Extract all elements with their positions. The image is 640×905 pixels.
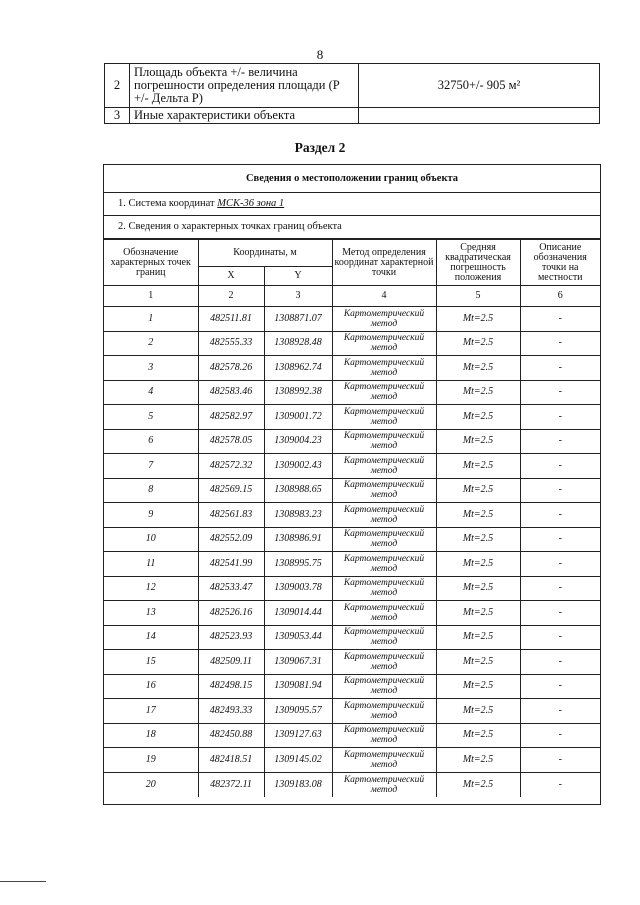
error-cell: Mt=2.5	[436, 650, 520, 675]
point-number: 18	[104, 723, 198, 748]
y-coordinate: 1308962.74	[264, 356, 332, 381]
table-row	[104, 429, 600, 454]
x-coordinate: 482561.83	[198, 503, 264, 528]
x-coordinate: 482533.47	[198, 576, 264, 601]
table-row	[104, 527, 600, 552]
description-cell: -	[520, 527, 600, 552]
table-row	[104, 674, 600, 699]
table-row	[104, 772, 600, 797]
row-number: 3	[105, 108, 130, 124]
y-coordinate: 1309081.94	[264, 674, 332, 699]
error-cell: Mt=2.5	[436, 723, 520, 748]
y-coordinate: 1308995.75	[264, 552, 332, 577]
y-coordinate: 1308871.07	[264, 307, 332, 332]
error-cell: Mt=2.5	[436, 674, 520, 699]
row-number: 2	[105, 64, 130, 108]
method-cell: Картометрический метод	[332, 429, 436, 454]
x-coordinate: 482498.15	[198, 674, 264, 699]
error-header: Средняя квадратическая погрешность положения	[436, 240, 520, 286]
method-cell: Картометрический метод	[332, 723, 436, 748]
x-coordinate: 482578.26	[198, 356, 264, 381]
description-header: Описание обозначения точки на местности	[520, 240, 600, 286]
point-number: 20	[104, 772, 198, 797]
x-coordinate: 482578.05	[198, 429, 264, 454]
y-coordinate: 1308986.91	[264, 527, 332, 552]
characteristic-value: 32750+/- 905 м²	[359, 64, 600, 108]
point-number: 7	[104, 454, 198, 479]
point-number: 1	[104, 307, 198, 332]
error-cell: Mt=2.5	[436, 503, 520, 528]
method-cell: Картометрический метод	[332, 331, 436, 356]
error-cell: Mt=2.5	[436, 625, 520, 650]
error-cell: Mt=2.5	[436, 454, 520, 479]
description-cell: -	[520, 380, 600, 405]
error-cell: Mt=2.5	[436, 429, 520, 454]
column-number-row	[104, 286, 600, 307]
y-coordinate: 1308928.48	[264, 331, 332, 356]
x-coordinate: 482450.88	[198, 723, 264, 748]
method-cell: Картометрический метод	[332, 478, 436, 503]
description-cell: -	[520, 699, 600, 724]
point-number: 14	[104, 625, 198, 650]
method-cell: Картометрический метод	[332, 601, 436, 626]
column-number: 2	[198, 286, 264, 307]
y-coordinate: 1309127.63	[264, 723, 332, 748]
point-number: 11	[104, 552, 198, 577]
table-row	[104, 723, 600, 748]
x-coordinate: 482493.33	[198, 699, 264, 724]
table-row	[104, 380, 600, 405]
method-cell: Картометрический метод	[332, 454, 436, 479]
y-coordinate: 1308992.38	[264, 380, 332, 405]
y-coordinate: 1308988.65	[264, 478, 332, 503]
error-cell: Mt=2.5	[436, 527, 520, 552]
description-cell: -	[520, 772, 600, 797]
y-coordinate: 1309067.31	[264, 650, 332, 675]
table-row	[105, 108, 600, 124]
y-coordinate: 1309003.78	[264, 576, 332, 601]
y-coordinate: 1309014.44	[264, 601, 332, 626]
coordinates-header: Координаты, м	[198, 240, 332, 267]
table-row	[104, 356, 600, 381]
point-number: 8	[104, 478, 198, 503]
description-cell: -	[520, 478, 600, 503]
description-cell: -	[520, 576, 600, 601]
method-header: Метод определения координат характерной точки	[332, 240, 436, 286]
method-cell: Картометрический метод	[332, 576, 436, 601]
point-number: 6	[104, 429, 198, 454]
x-coordinate: 482418.51	[198, 748, 264, 773]
method-cell: Картометрический метод	[332, 527, 436, 552]
point-number: 16	[104, 674, 198, 699]
x-coordinate: 482582.97	[198, 405, 264, 430]
y-coordinate: 1309002.43	[264, 454, 332, 479]
designation-header: Обозначение характерных точек границ	[104, 240, 198, 286]
error-cell: Mt=2.5	[436, 601, 520, 626]
method-cell: Картометрический метод	[332, 356, 436, 381]
y-coordinate: 1309095.57	[264, 699, 332, 724]
coordinate-system-value: МСК-36 зона 1	[217, 198, 285, 209]
point-number: 2	[104, 331, 198, 356]
error-cell: Mt=2.5	[436, 356, 520, 381]
method-cell: Картометрический метод	[332, 748, 436, 773]
error-cell: Mt=2.5	[436, 552, 520, 577]
method-cell: Картометрический метод	[332, 380, 436, 405]
y-coordinate: 1309001.72	[264, 405, 332, 430]
description-cell: -	[520, 674, 600, 699]
x-coordinate: 482583.46	[198, 380, 264, 405]
x-coordinate: 482572.32	[198, 454, 264, 479]
description-cell: -	[520, 625, 600, 650]
point-number: 17	[104, 699, 198, 724]
point-number: 3	[104, 356, 198, 381]
point-number: 10	[104, 527, 198, 552]
x-coordinate: 482372.11	[198, 772, 264, 797]
boundary-info-frame	[103, 164, 601, 805]
description-cell: -	[520, 307, 600, 332]
point-number: 4	[104, 380, 198, 405]
description-cell: -	[520, 356, 600, 381]
coordinate-system-label: 1. Система координат	[118, 198, 215, 209]
characteristic-label: Площадь объекта +/- величина погрешности определения площади (Р +/- Дельта Р)	[130, 64, 359, 108]
method-cell: Картометрический метод	[332, 552, 436, 577]
table-row	[104, 307, 600, 332]
y-coordinate: 1309145.02	[264, 748, 332, 773]
characteristic-value	[359, 108, 600, 124]
point-number: 5	[104, 405, 198, 430]
x-coordinate: 482526.16	[198, 601, 264, 626]
x-coordinate: 482541.99	[198, 552, 264, 577]
table-row	[104, 625, 600, 650]
point-number: 15	[104, 650, 198, 675]
characteristic-label: Иные характеристики объекта	[130, 108, 359, 124]
error-cell: Mt=2.5	[436, 772, 520, 797]
table-row	[105, 64, 600, 108]
column-number: 5	[436, 286, 520, 307]
table-row	[104, 552, 600, 577]
table-row	[104, 503, 600, 528]
table-row	[104, 405, 600, 430]
table-row	[104, 331, 600, 356]
point-number: 12	[104, 576, 198, 601]
description-cell: -	[520, 748, 600, 773]
column-number: 1	[104, 286, 198, 307]
error-cell: Mt=2.5	[436, 380, 520, 405]
error-cell: Mt=2.5	[436, 748, 520, 773]
column-number: 4	[332, 286, 436, 307]
x-coordinate: 482555.33	[198, 331, 264, 356]
method-cell: Картометрический метод	[332, 772, 436, 797]
description-cell: -	[520, 405, 600, 430]
method-cell: Картометрический метод	[332, 503, 436, 528]
method-cell: Картометрический метод	[332, 650, 436, 675]
y-coordinate: 1309004.23	[264, 429, 332, 454]
frame-title: Сведения о местоположении границ объекта	[104, 165, 600, 193]
error-cell: Mt=2.5	[436, 576, 520, 601]
point-number: 19	[104, 748, 198, 773]
column-number: 6	[520, 286, 600, 307]
error-cell: Mt=2.5	[436, 478, 520, 503]
x-coordinate: 482509.11	[198, 650, 264, 675]
table-row	[104, 650, 600, 675]
column-number: 3	[264, 286, 332, 307]
method-cell: Картометрический метод	[332, 625, 436, 650]
page-number: 8	[316, 47, 324, 62]
table-row	[104, 699, 600, 724]
method-cell: Картометрический метод	[332, 307, 436, 332]
method-cell: Картометрический метод	[332, 699, 436, 724]
x-coordinate: 482552.09	[198, 527, 264, 552]
description-cell: -	[520, 552, 600, 577]
description-cell: -	[520, 650, 600, 675]
table-row	[104, 478, 600, 503]
point-number: 9	[104, 503, 198, 528]
point-number: 13	[104, 601, 198, 626]
method-cell: Картометрический метод	[332, 405, 436, 430]
table-row	[104, 454, 600, 479]
object-characteristics-table	[104, 63, 600, 124]
x-header: X	[198, 267, 264, 286]
boundary-points-table	[104, 239, 600, 797]
description-cell: -	[520, 331, 600, 356]
description-cell: -	[520, 503, 600, 528]
x-coordinate: 482511.81	[198, 307, 264, 332]
description-cell: -	[520, 429, 600, 454]
method-cell: Картометрический метод	[332, 674, 436, 699]
y-coordinate: 1308983.23	[264, 503, 332, 528]
header-row	[104, 240, 600, 267]
description-cell: -	[520, 601, 600, 626]
coordinate-system-line	[104, 193, 600, 216]
error-cell: Mt=2.5	[436, 307, 520, 332]
points-section-label: 2. Сведения о характерных точках границ объекта	[104, 216, 600, 239]
x-coordinate: 482569.15	[198, 478, 264, 503]
y-header: Y	[264, 267, 332, 286]
table-row	[104, 601, 600, 626]
y-coordinate: 1309183.08	[264, 772, 332, 797]
x-coordinate: 482523.93	[198, 625, 264, 650]
y-coordinate: 1309053.44	[264, 625, 332, 650]
table-row	[104, 576, 600, 601]
error-cell: Mt=2.5	[436, 699, 520, 724]
error-cell: Mt=2.5	[436, 331, 520, 356]
table-row	[104, 748, 600, 773]
points-body	[104, 307, 600, 797]
description-cell: -	[520, 723, 600, 748]
section-title: Раздел 2	[294, 140, 346, 155]
footer-rule	[0, 881, 46, 882]
error-cell: Mt=2.5	[436, 405, 520, 430]
description-cell: -	[520, 454, 600, 479]
